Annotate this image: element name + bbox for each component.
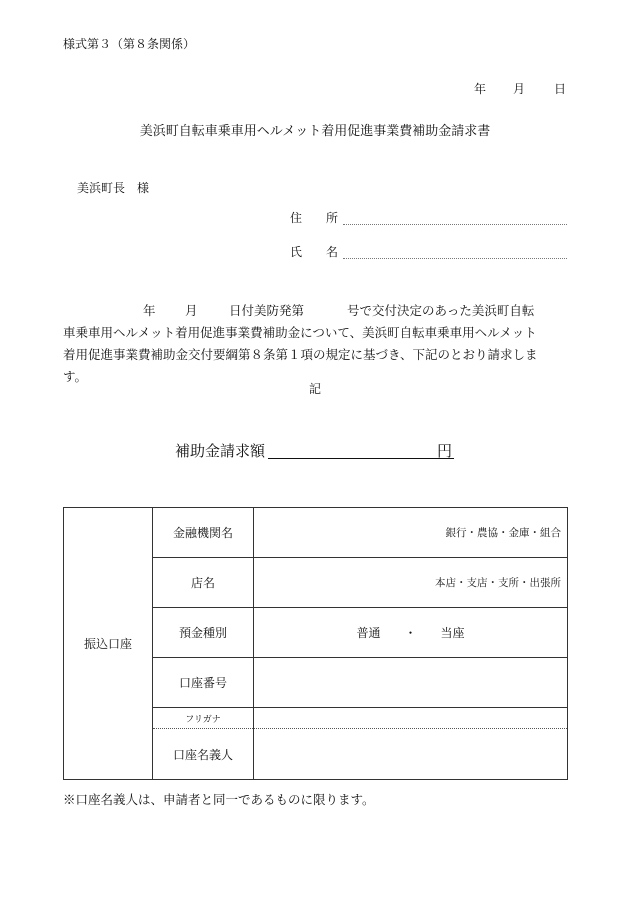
- amount-unit: 円: [437, 442, 453, 460]
- bank-suffix: 銀行・農協・金庫・組合: [445, 527, 561, 539]
- account-holder-label: 口座名義人: [153, 729, 254, 780]
- body-line1-end: 号で交付決定のあった美浜町自転: [347, 303, 535, 318]
- amount-label: 補助金請求額: [175, 442, 266, 460]
- body-line2: 車乗車用ヘルメット着用促進事業費補助金について、美浜町自転車乗車用ヘルメット: [63, 325, 537, 340]
- address-label: 住 所: [290, 211, 339, 225]
- date-month: 月: [513, 82, 526, 96]
- branch-label: 店名: [153, 558, 254, 608]
- name-field[interactable]: [343, 258, 567, 259]
- deposit-type-label: 預金種別: [153, 608, 254, 658]
- date-day: 日: [554, 82, 567, 96]
- bank-label: 金融機関名: [153, 508, 254, 558]
- account-holder-field[interactable]: [254, 729, 568, 780]
- request-body-text: [63, 300, 571, 388]
- name-label: 氏 名: [290, 245, 339, 259]
- ki-heading: 記: [308, 382, 321, 396]
- branch-field[interactable]: [254, 558, 568, 608]
- addressee: 美浜町長 様: [77, 181, 150, 195]
- address-field[interactable]: [343, 224, 567, 225]
- deposit-type-options[interactable]: 普通 ・ 当座: [254, 608, 568, 658]
- account-header: 振込口座: [64, 508, 153, 780]
- account-table: [63, 507, 568, 780]
- furigana-field[interactable]: [254, 708, 568, 729]
- account-number-label: 口座番号: [153, 658, 254, 708]
- date-year: 年: [474, 82, 487, 96]
- amount-field[interactable]: [268, 458, 454, 459]
- furigana-label: フリガナ: [153, 708, 254, 729]
- note: ※口座名義人は、申請者と同一であるものに限ります。: [63, 792, 375, 807]
- branch-suffix: 本店・支店・支所・出張所: [435, 577, 561, 589]
- bank-field[interactable]: [254, 508, 568, 558]
- body-line3: 着用促進事業費補助金交付要綱第８条第１項の規定に基づき、下記のとおり請求しま: [63, 347, 538, 362]
- account-number-field[interactable]: [254, 658, 568, 708]
- body-year: 年: [143, 303, 156, 318]
- document-title: 美浜町自転車乗車用ヘルメット着用促進事業費補助金請求書: [139, 124, 491, 139]
- body-mid: 日付美防発第: [229, 303, 305, 318]
- body-month: 月: [185, 303, 198, 318]
- form-number: 様式第３（第８条関係）: [63, 37, 196, 51]
- body-line4: す。: [63, 369, 88, 384]
